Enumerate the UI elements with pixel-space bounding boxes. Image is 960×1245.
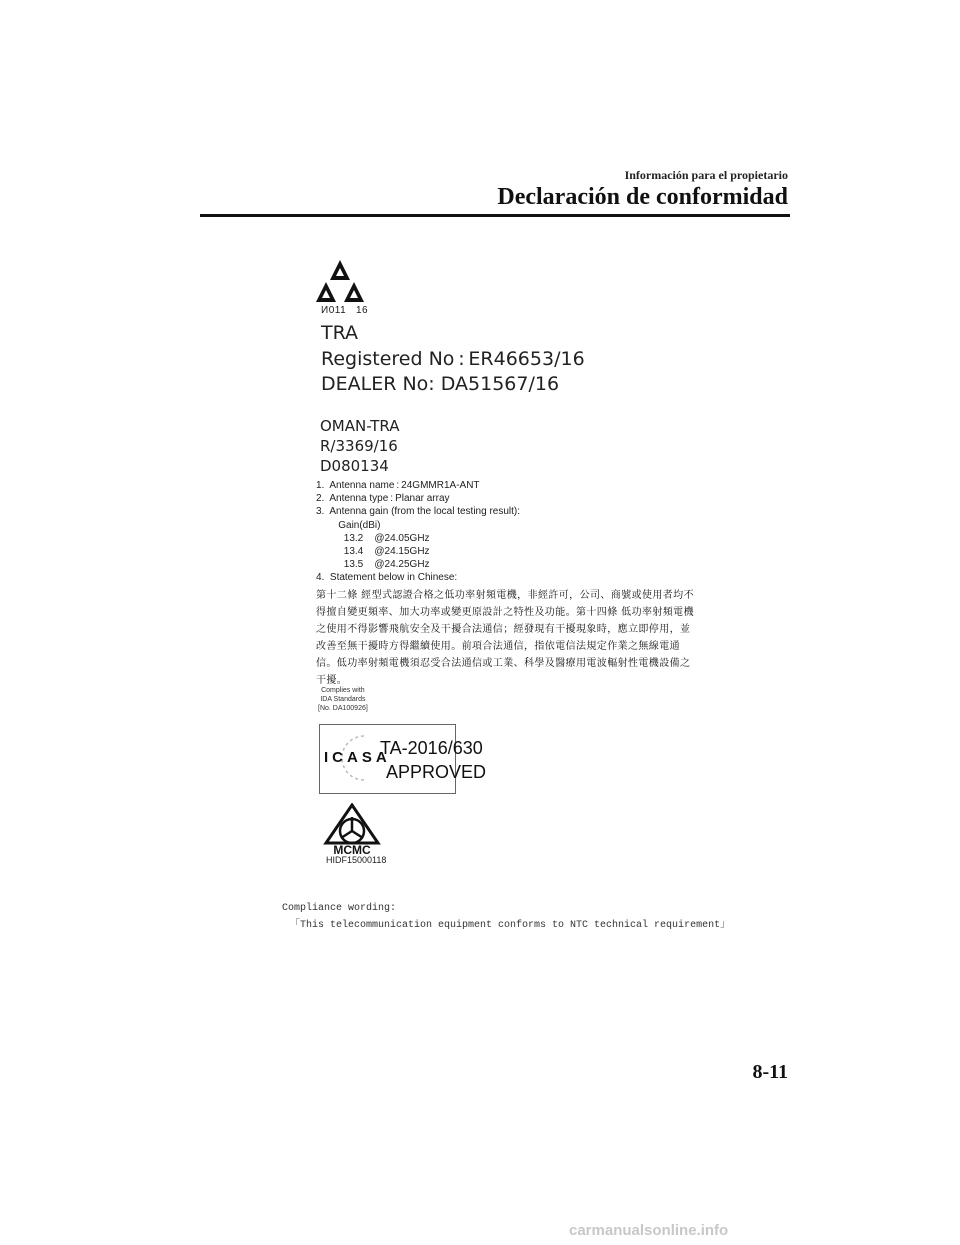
icasa-approved-text: APPROVED bbox=[386, 762, 487, 782]
tra-logo-code: И011 16 bbox=[321, 305, 369, 316]
antenna-type-line: 2. Antenna type : Planar array bbox=[316, 493, 450, 505]
mcmc-logo-text: MCMC bbox=[333, 843, 371, 855]
tra-dealer-no: DEALER No: DA51567/16 bbox=[321, 373, 560, 395]
antenna-specs bbox=[316, 479, 520, 585]
ida-compliance bbox=[318, 686, 368, 713]
compliance-label: Compliance wording: bbox=[282, 903, 397, 914]
chinese-statement: 第十二條 經型式認證合格之低功率射頻電機，非經許可，公司、商號或使用者均不得擅自變更頻率、加大功率或變更原設計之特性及功能。第十四條 低功率射頻電機之使用不得影響飛航安全及干擾合法通信；經發現有干擾現象時，應立即停用，並改善至無干擾時方得繼續使用。前項合法通信，指依電信法規定作業之無線電通信。低功率射頻電機須忍受合法通信或工業、科學及醫療用電波輻射性電機設備之干擾。 bbox=[316, 590, 694, 686]
section-label: Información para el propietario bbox=[624, 168, 788, 182]
mcmc-logo-icon bbox=[322, 803, 382, 855]
icasa-logo-text: ICASA bbox=[324, 749, 391, 766]
gain-header: Gain(dBi) bbox=[316, 519, 381, 531]
gain-row: 13.4 @24.15GHz bbox=[316, 546, 430, 558]
gain-row: 13.5 @24.25GHz bbox=[316, 559, 430, 571]
ida-line: [No. DA100926] bbox=[318, 705, 368, 712]
gain-row: 13.2 @24.05GHz bbox=[316, 532, 430, 544]
icasa-ta-number: TA-2016/630 bbox=[380, 738, 483, 758]
antenna-name-line: 1. Antenna name : 24GMMR1A-ANT bbox=[316, 480, 480, 491]
header-divider bbox=[200, 214, 790, 217]
compliance-text: 「This telecommunication equipment conforms to NTC technical requirement」 bbox=[290, 920, 731, 931]
watermark: carmanualsonline.info bbox=[569, 1222, 729, 1239]
oman-tra-label: OMAN-TRA bbox=[320, 417, 400, 435]
tra-registered-no: Registered No : ER46653/16 bbox=[321, 348, 585, 370]
mcmc-registration-code: HIDF15000118 bbox=[326, 855, 387, 865]
tra-logo-icon bbox=[314, 258, 366, 304]
ida-line: IDA Standards bbox=[320, 696, 366, 703]
tra-label: TRA bbox=[321, 322, 359, 344]
ida-line: Complies with bbox=[321, 687, 365, 694]
page-number: 8-11 bbox=[752, 1061, 788, 1083]
antenna-gain-line: 3. Antenna gain (from the local testing result): bbox=[316, 506, 520, 518]
page-title: Declaración de conformidad bbox=[497, 184, 788, 210]
chinese-statement-heading: 4. Statement below in Chinese: bbox=[316, 572, 458, 584]
oman-r-number: R/3369/16 bbox=[320, 437, 398, 455]
oman-d-number: D080134 bbox=[320, 457, 389, 475]
